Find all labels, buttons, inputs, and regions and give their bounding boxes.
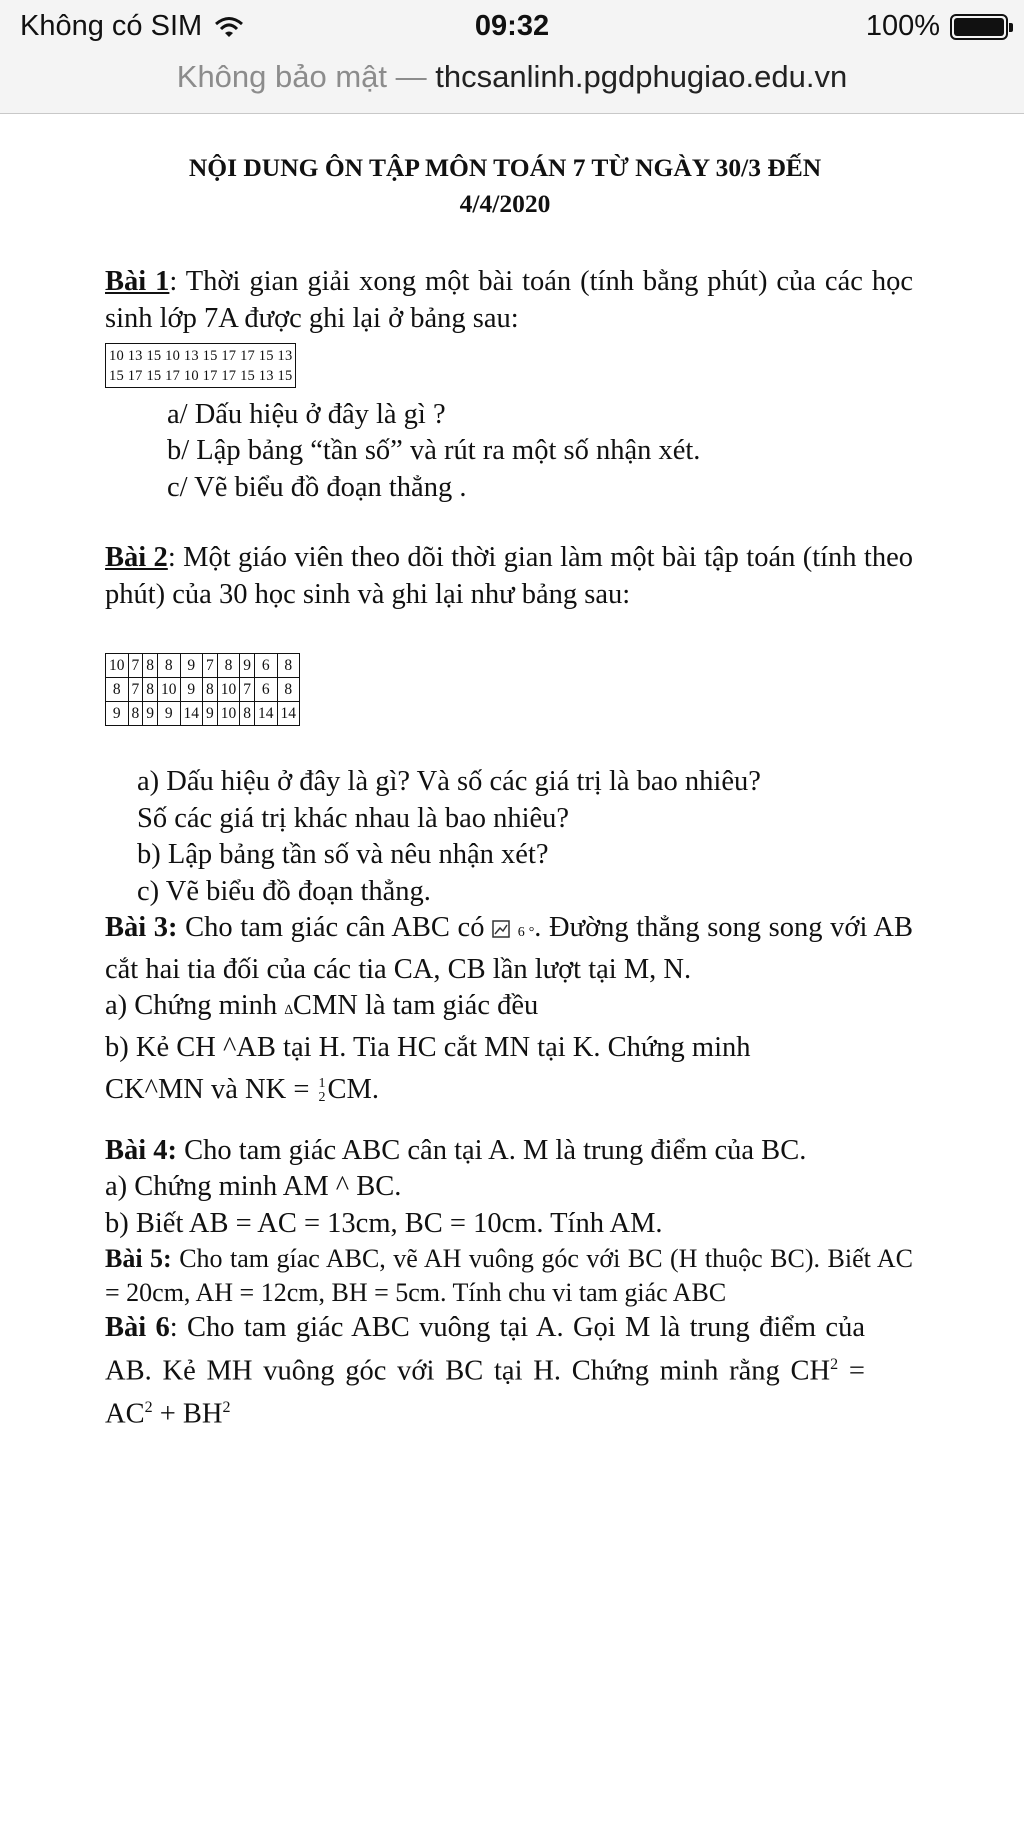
bai4-part-b: b) Biết AB = AC = 13cm, BC = 10cm. Tính AM.: [105, 1207, 663, 1239]
triangle-symbol: ∆: [284, 1003, 293, 1018]
bai1-statement: [105, 264, 913, 337]
bai5-heading: Bài 5:: [105, 1244, 172, 1273]
bai3-a-prefix: a) Chứng minh: [105, 990, 285, 1021]
table-row: [106, 678, 300, 702]
bai1-table-row: 10 13 15 10 13 15 17 17 15 13: [109, 348, 293, 364]
battery-group: [866, 10, 1008, 43]
table-cell: 9: [180, 654, 203, 678]
bai6-mid: = AC: [105, 1355, 865, 1429]
table-cell: 10: [106, 654, 129, 678]
table-cell: 9: [240, 654, 255, 678]
exponent: 2: [222, 1398, 231, 1416]
table-cell: 8: [277, 654, 300, 678]
bai4-text: Cho tam giác ABC cân tại A. M là trung điểm của BC.: [177, 1134, 807, 1166]
list-item: a/ Dấu hiệu ở đây là gì ?: [167, 398, 446, 430]
bai3-intro-b: . Đường thẳng song song với AB cắt hai tia đối của các tia CA, CB lần lượt tại M, N.: [105, 912, 913, 985]
table-cell: 6: [255, 654, 278, 678]
bai2-statement: [105, 540, 913, 613]
table-cell: 8: [106, 678, 129, 702]
list-item: c) Vẽ biểu đồ đoạn thẳng.: [137, 875, 431, 907]
bai3-b-prefix: CK^MN và NK =: [105, 1074, 317, 1105]
list-item: Số các giá trị khác nhau là bao nhiêu?: [137, 802, 570, 834]
bai5-text: Cho tam gíac ABC, vẽ AH vuông góc với BC (H thuộc BC). Biết AC = 20cm, AH = 12cm, BH = 5cm. Tính chu vi tam giác ABC: [105, 1244, 913, 1307]
address-bar[interactable]: [0, 56, 1024, 114]
bai2-data-table: [105, 653, 300, 726]
table-cell: 7: [128, 654, 143, 678]
bai3-part-b-line1: b) Kẻ CH ^AB tại H. Tia HC cắt MN tại K. Chứng minh: [105, 1031, 751, 1063]
table-cell: 8: [143, 678, 158, 702]
table-cell: 8: [143, 654, 158, 678]
table-cell: 7: [240, 678, 255, 702]
bai1-questions: [167, 397, 913, 507]
exponent: 2: [144, 1398, 153, 1416]
table-cell: 10: [158, 678, 181, 702]
table-cell: 10: [217, 678, 240, 702]
bai1-heading: Bài 1: [105, 266, 170, 297]
list-item: a) Dấu hiệu ở đây là gì? Và số các giá trị là bao nhiêu?: [137, 766, 761, 797]
table-row: [106, 654, 300, 678]
table-cell: 8: [277, 678, 300, 702]
table-cell: 14: [277, 702, 300, 726]
table-cell: 8: [240, 702, 255, 726]
title-line-1: NỘI DUNG ÔN TẬP MÔN TOÁN 7 TỪ NGÀY 30/3 ĐẾN: [188, 153, 822, 182]
clock: 09:32: [474, 10, 550, 42]
bai6-heading: Bài 6: [105, 1312, 170, 1343]
fraction-one-half: [319, 1077, 326, 1105]
url-host: thcsanlinh.pgdphugiao.edu.vn: [435, 59, 848, 94]
bai6-statement: [105, 1310, 865, 1433]
bai2-heading: Bài 2: [105, 542, 168, 573]
table-cell: 9: [203, 702, 218, 726]
security-label: Không bảo mật —: [176, 59, 427, 94]
table-cell: 9: [143, 702, 158, 726]
table-cell: 8: [158, 654, 181, 678]
table-cell: 9: [180, 678, 203, 702]
bai3-part-b-line2: [105, 1072, 913, 1109]
bai4-heading: Bài 4:: [105, 1134, 178, 1166]
bai3-b-suffix: CM.: [327, 1074, 380, 1105]
bai4-part-a: a) Chứng minh AM ^ BC.: [105, 1171, 402, 1202]
bai3-intro-a: Cho tam giác cân ABC có: [177, 912, 493, 943]
bai6-text: : Cho tam giác ABC vuông tại A. Gọi M là trung điểm của AB. Kẻ MH vuông góc với BC tại H. Chứng minh rằng CH: [105, 1312, 865, 1386]
bai6-end: + BH: [152, 1398, 223, 1429]
table-cell: 7: [203, 654, 218, 678]
bai3-statement: [105, 910, 913, 988]
title-line-2: 4/4/2020: [459, 189, 551, 218]
table-cell: 8: [217, 654, 240, 678]
table-cell: 9: [106, 702, 129, 726]
status-bar: [0, 0, 1024, 56]
list-item: b/ Lập bảng “tần số” và rút ra một số nhận xét.: [167, 435, 701, 466]
table-cell: 9: [158, 702, 181, 726]
broken-image-icon: [492, 920, 510, 938]
bai2-questions: [137, 764, 913, 910]
battery-percent: 100%: [865, 10, 940, 42]
table-cell: 14: [255, 702, 278, 726]
bai3-heading: Bài 3:: [105, 912, 178, 943]
fraction-numerator: 1: [318, 1076, 326, 1092]
table-row: [106, 702, 300, 726]
table-cell: 14: [180, 702, 203, 726]
table-cell: 6: [255, 678, 278, 702]
exponent: 2: [830, 1355, 839, 1373]
bai1-data-table: [105, 343, 296, 388]
bai1-text: : Thời gian giải xong một bài toán (tính bằng phút) của các học sinh lớp 7A được ghi lại ở bảng sau:: [105, 266, 913, 334]
bai3-a-text: CMN là tam giác đều: [292, 990, 539, 1021]
battery-icon: [950, 14, 1008, 40]
page-title: [125, 150, 885, 222]
bai5-statement: [105, 1242, 913, 1310]
fraction-denominator: 2: [318, 1090, 326, 1106]
table-cell: 8: [128, 702, 143, 726]
table-cell: 8: [203, 678, 218, 702]
bai4-statement: [105, 1133, 913, 1170]
carrier-label: Không có SIM: [20, 10, 203, 42]
bai1-table-row: 15 17 15 17 10 17 17 15 13 15: [109, 368, 293, 384]
list-item: c/ Vẽ biểu đồ đoạn thẳng .: [167, 471, 467, 503]
bai2-text: : Một giáo viên theo dõi thời gian làm một bài tập toán (tính theo phút) của 30 học sinh và ghi lại như bảng sau:: [105, 542, 913, 610]
table-cell: 10: [217, 702, 240, 726]
bai3-part-a: [105, 988, 913, 1030]
bai3-broken-symbol: 6 °: [517, 925, 535, 940]
list-item: b) Lập bảng tần số và nêu nhận xét?: [137, 839, 549, 870]
table-cell: 7: [128, 678, 143, 702]
document: [105, 150, 913, 1433]
